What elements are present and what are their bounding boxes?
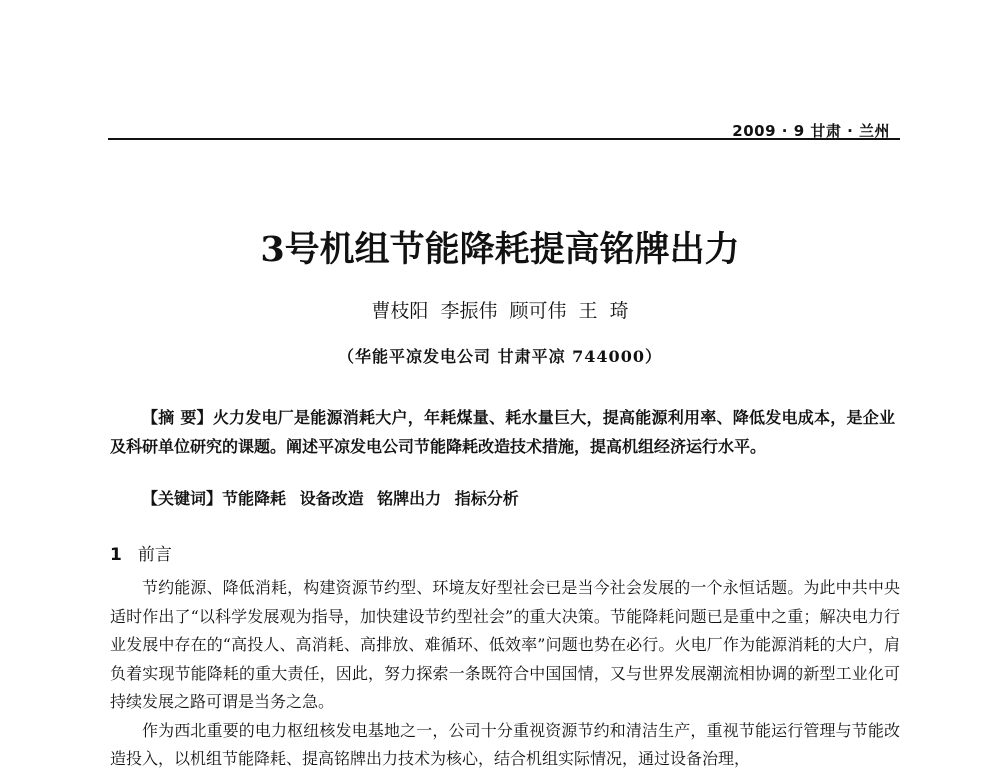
affiliation: （华能平凉发电公司 甘肃平凉 744000） [338, 347, 662, 366]
paper-title: 3号机组节能降耗提高铭牌出力 [260, 229, 740, 270]
abstract-label: 【摘 要】 [142, 408, 213, 427]
section-heading [110, 540, 172, 565]
keywords [142, 486, 895, 509]
abstract-text: 火力发电厂是能源消耗大户，年耗煤量、耗水量巨大，提高能源利用率、降低发电成本，是企业及科研单位研究的课题。阐述平凉发电公司节能降耗改造技术措施，提高机组经济运行水平。 [110, 408, 895, 456]
section-title: 前言 [137, 545, 172, 565]
keywords-text: 节能降耗 设备改造 铭牌出力 指标分析 [222, 489, 519, 508]
abstract [110, 403, 895, 461]
keywords-label: 【关键词】 [142, 489, 223, 508]
journal-date-location: 2009 · 9 甘肃 · 兰州 [732, 122, 890, 140]
paragraph: 节约能源、降低消耗，构建资源节约型、环境友好型社会已是当今社会发展的一个永恒话题。为此中共中央适时作出了“以科学发展观为指导，加快建设节约型社会”的重大决策。节能降耗问题已是重中之重；解决电力行业发展中存在的“高投人、高消耗、高排放、难循环、低效率”问题也势在必行。火电厂作为能源消耗的大户，肩负着实现节能降耗的重大责任，因此，努力探索一条既符合中国国情，又与世界发展潮流相协调的新型工业化可持续发展之路可谓是当务之急。 [110, 578, 900, 711]
author-list: 曹枝阳 李振伟 顾可伟 王 琦 [371, 300, 629, 322]
header-rule [108, 138, 900, 140]
paragraph: 作为西北重要的电力枢纽核发电基地之一，公司十分重视资源节约和清洁生产，重视节能运行管理与节能改造投入，以机组节能降耗、提高铭牌出力技术为核心，结合机组实际情况，通过设备治理， [110, 720, 900, 768]
section-number: 1 [110, 545, 122, 565]
body-text [110, 574, 900, 774]
